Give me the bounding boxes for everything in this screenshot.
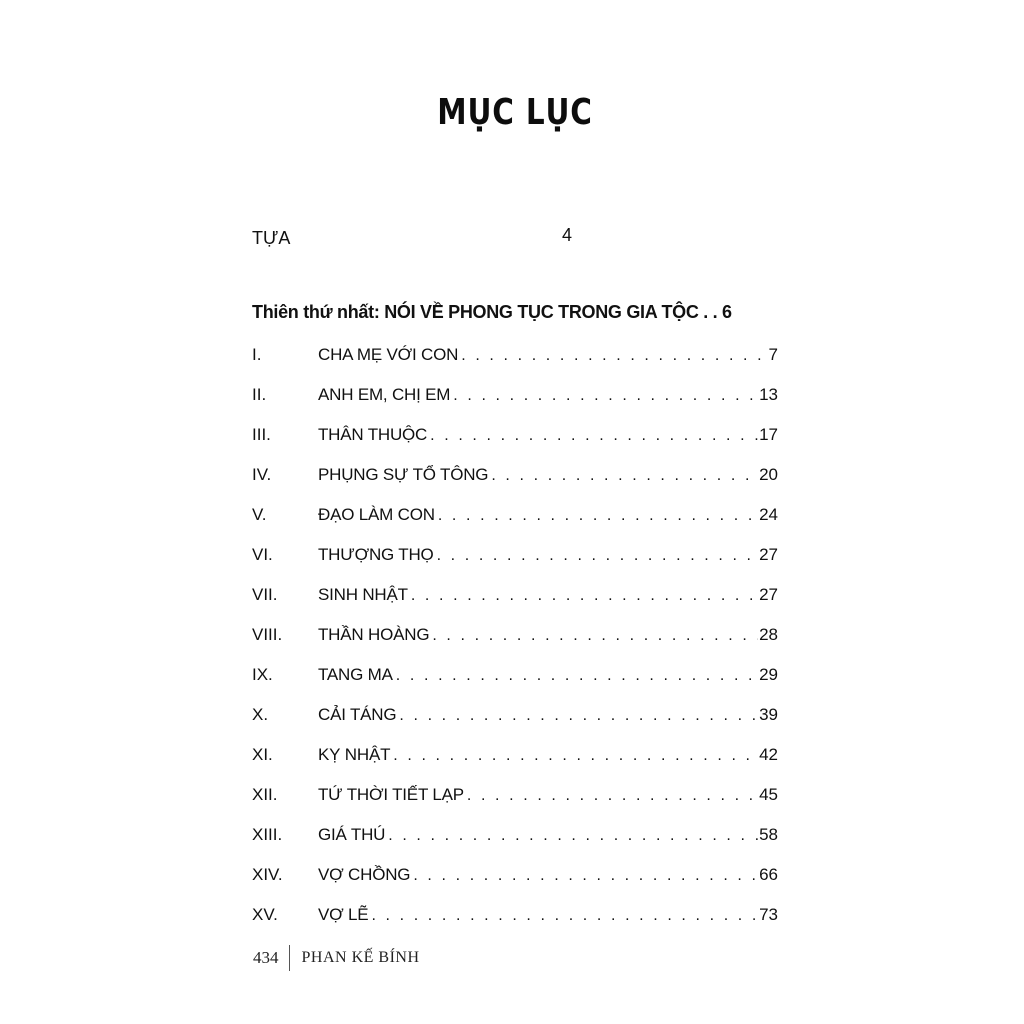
entry-line (318, 583, 778, 608)
entry-number: III. (252, 425, 271, 444)
toc-entry (250, 823, 780, 863)
toc-entry (250, 903, 780, 943)
entry-title: VỢ LẼ (318, 905, 369, 924)
entry-number: X. (252, 705, 269, 724)
page-title: MỤC LỤC (437, 92, 593, 133)
entry-line (318, 503, 778, 528)
entry-line (318, 423, 778, 448)
dot-leader (432, 624, 758, 648)
entry-page-number: 17 (759, 425, 778, 444)
entry-page-number: 27 (759, 585, 778, 604)
toc-entry (250, 703, 780, 743)
dot-leader (438, 504, 758, 528)
entry-line (318, 903, 778, 928)
dot-leader (371, 904, 758, 928)
entry-title: CẢI TÁNG (318, 705, 397, 724)
entry-line (318, 663, 778, 688)
entry-title: GIÁ THÚ (318, 825, 386, 844)
entry-number: IX. (252, 665, 273, 684)
entry-line (318, 783, 778, 808)
entry-title: VỢ CHỒNG (318, 865, 411, 884)
toc-entry (250, 743, 780, 783)
page-number: 434 (253, 948, 279, 967)
entry-number: XII. (252, 785, 278, 804)
dot-leader (388, 824, 758, 848)
entry-title: TANG MA (318, 665, 393, 684)
toc-entry (250, 383, 780, 423)
entry-title: KỴ NHẬT (318, 745, 391, 764)
entry-number: XV. (252, 905, 278, 924)
toc-list (250, 343, 780, 943)
entry-line (318, 543, 778, 568)
entry-page-number: 27 (759, 545, 778, 564)
entry-line (318, 343, 778, 368)
dot-leader (413, 864, 758, 888)
toc-entry (250, 583, 780, 623)
entry-page-number: 45 (759, 785, 778, 804)
entry-title: CHA MẸ VỚI CON (318, 345, 459, 364)
entry-number: XIII. (252, 825, 283, 844)
entry-number: XIV. (252, 865, 283, 884)
running-author: PHAN KẾ BÍNH (301, 949, 420, 966)
dot-leader (393, 744, 758, 768)
entry-line (318, 743, 778, 768)
dot-leader (430, 424, 758, 448)
part-heading: Thiên thứ nhất: NÓI VỀ PHONG TỤC TRONG GIA TỘC . . 6 (252, 302, 732, 322)
toc-entry (250, 503, 780, 543)
toc-entry (250, 423, 780, 463)
entry-number: VIII. (252, 625, 283, 644)
entry-title: THẦN HOÀNG (318, 625, 430, 644)
entry-title: ĐẠO LÀM CON (318, 505, 435, 524)
toc-entry (250, 463, 780, 503)
entry-line (318, 823, 778, 848)
toc-entry (250, 663, 780, 703)
toc-entry (250, 343, 780, 383)
dot-leader (467, 784, 758, 808)
entry-page-number: 7 (768, 345, 778, 364)
entry-page-number: 28 (759, 625, 778, 644)
preface-label: TỰA (252, 228, 291, 248)
dot-leader (437, 544, 759, 568)
entry-title: ANH EM, CHỊ EM (318, 385, 451, 404)
entry-line (318, 863, 778, 888)
entry-line (318, 383, 778, 408)
dot-leader (453, 384, 758, 408)
preface-page-number: 4 (562, 225, 573, 245)
toc-entry (250, 783, 780, 823)
entry-title: SINH NHẬT (318, 585, 408, 604)
entry-number: II. (252, 385, 267, 404)
entry-title: THÂN THUỘC (318, 425, 428, 444)
entry-page-number: 20 (759, 465, 778, 484)
entry-line (318, 463, 778, 488)
entry-title: PHỤNG SỰ TỔ TÔNG (318, 465, 489, 484)
dot-leader (491, 464, 758, 488)
entry-page-number: 39 (759, 705, 778, 724)
entry-page-number: 13 (759, 385, 778, 404)
entry-page-number: 58 (759, 825, 778, 844)
toc-entry (250, 863, 780, 903)
entry-page-number: 66 (759, 865, 778, 884)
toc-entry (250, 543, 780, 583)
entry-title: TỨ THỜI TIẾT LẠP (318, 785, 464, 804)
entry-page-number: 24 (759, 505, 778, 524)
entry-line (318, 703, 778, 728)
entry-page-number: 73 (759, 905, 778, 924)
entry-line (318, 623, 778, 648)
dot-leader (399, 704, 758, 728)
entry-number: V. (252, 505, 267, 524)
dot-leader (411, 584, 758, 608)
footer-divider (289, 945, 290, 971)
entry-title: THƯỢNG THỌ (318, 545, 434, 564)
dot-leader (396, 664, 758, 688)
entry-number: I. (252, 345, 262, 364)
running-footer (253, 946, 420, 970)
entry-number: VII. (252, 585, 278, 604)
entry-number: IV. (252, 465, 272, 484)
entry-number: XI. (252, 745, 273, 764)
toc-preface-row (252, 226, 782, 252)
dot-leader (461, 344, 767, 368)
toc-entry (250, 623, 780, 663)
entry-page-number: 42 (759, 745, 778, 764)
entry-number: VI. (252, 545, 273, 564)
entry-page-number: 29 (759, 665, 778, 684)
